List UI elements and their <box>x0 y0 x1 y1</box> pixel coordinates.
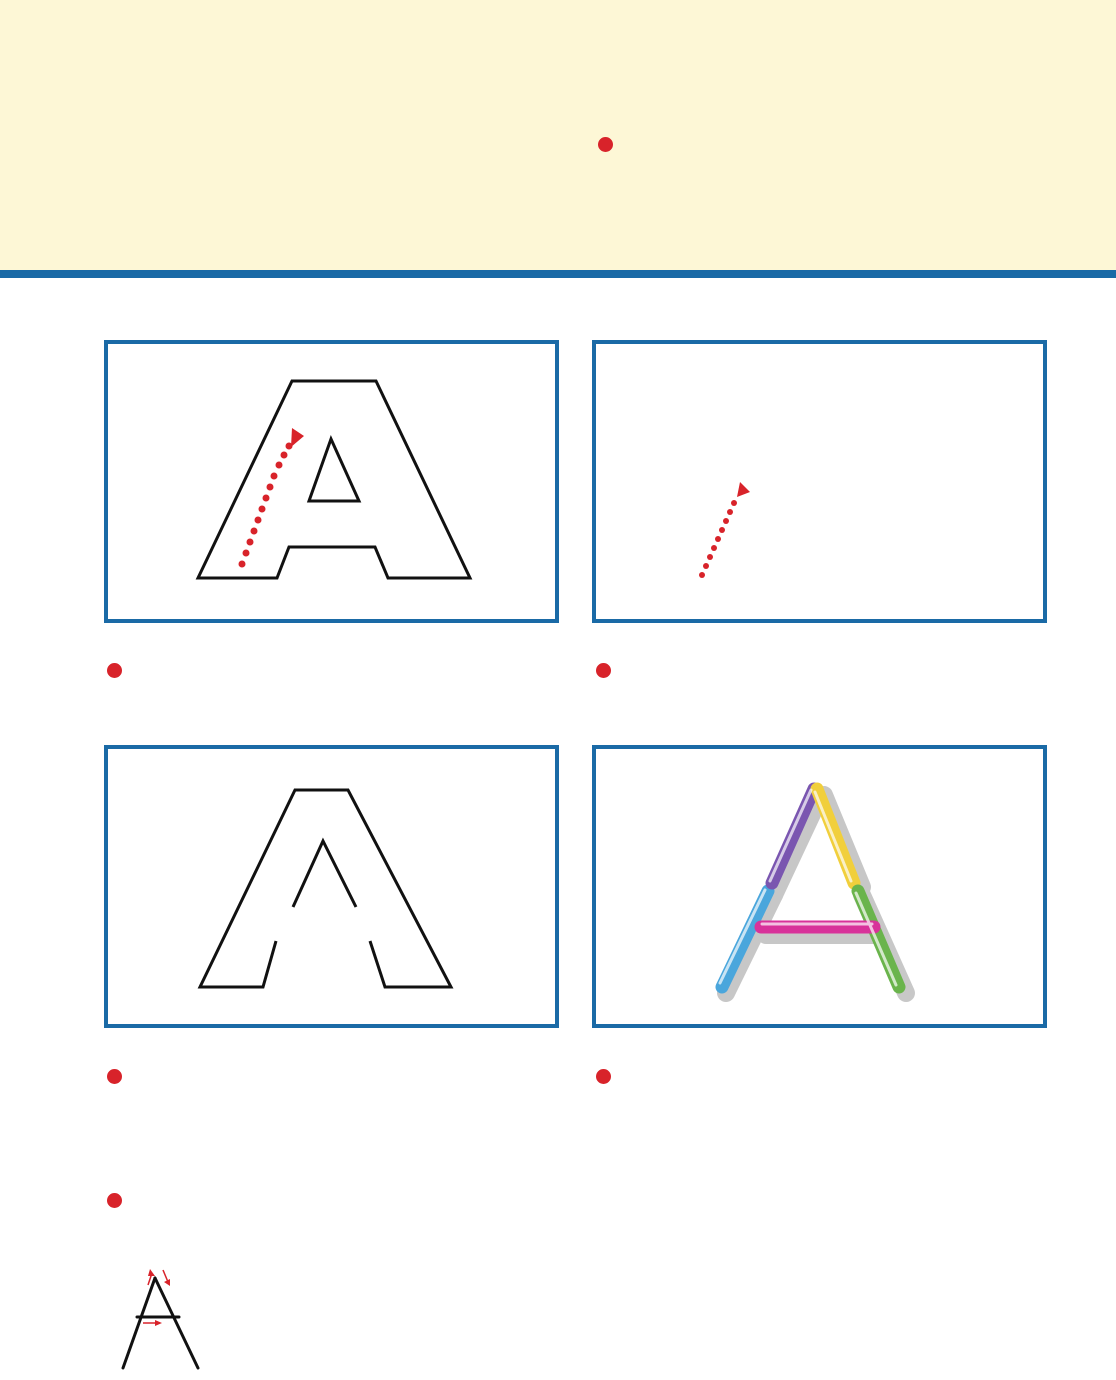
bullet-icon <box>107 663 122 678</box>
bullet-icon <box>596 663 611 678</box>
bullet-icon <box>596 1069 611 1084</box>
card-complete <box>104 745 559 1028</box>
sticks-letter-a-icon <box>596 749 1043 1024</box>
bullet-icon <box>107 1069 122 1084</box>
writing-instruction <box>107 1188 1007 1218</box>
connect-arrow-icon <box>699 482 750 578</box>
incomplete-letter-a-icon <box>108 749 555 1024</box>
card-sticks <box>592 745 1047 1028</box>
bullet-icon <box>107 1193 122 1208</box>
task-connect-dots-text <box>596 658 1046 688</box>
task-sticks-text <box>596 1064 1046 1094</box>
outline-letter-a-icon <box>108 344 555 619</box>
task-complete-text <box>107 1064 559 1094</box>
bullet-icon <box>598 137 613 152</box>
writing-grid[interactable] <box>0 1255 1116 1380</box>
card-connect-dots <box>592 340 1047 623</box>
dotted-letter-a-icon <box>596 344 1043 619</box>
header-rule <box>0 270 1116 278</box>
card-trace <box>104 340 559 623</box>
task-trace-text <box>107 658 559 688</box>
intro-paragraph <box>598 132 1046 162</box>
